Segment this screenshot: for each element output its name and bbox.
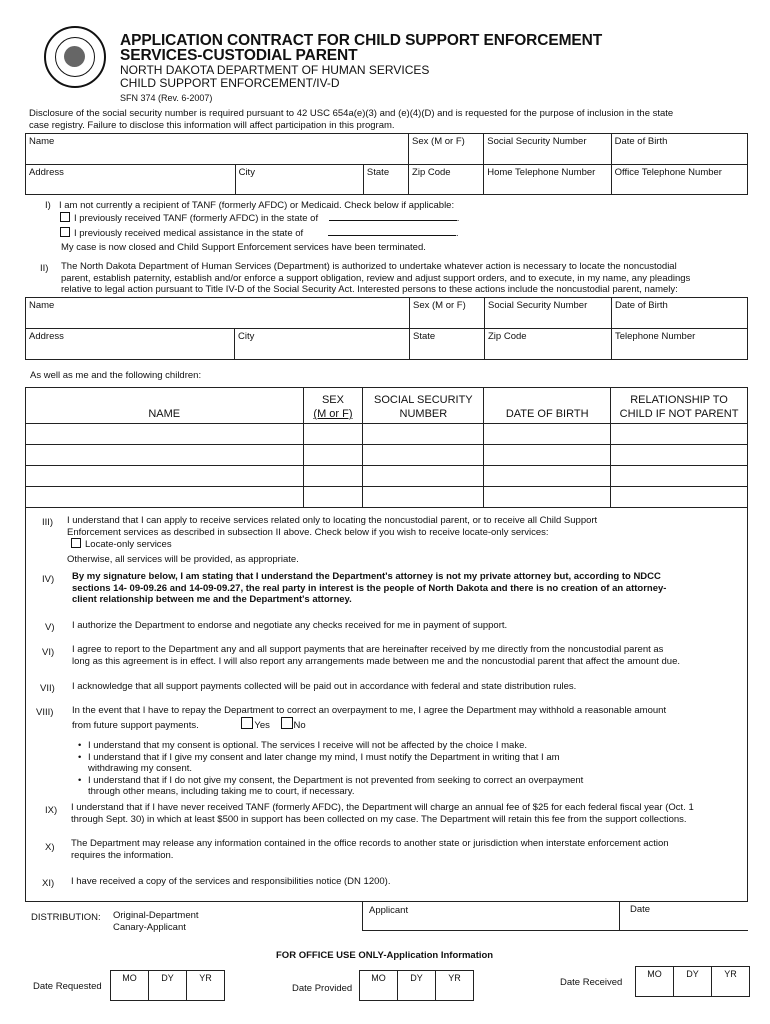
date-divider <box>619 901 620 931</box>
applicant-zip-field[interactable]: Zip Code <box>409 165 484 195</box>
section-9-number: IX) <box>45 805 58 816</box>
applicant-name-field[interactable]: Name <box>26 134 409 165</box>
tanf-option: I previously received TANF (formerly AFDC) in the state of . <box>60 212 459 225</box>
section-2-text: The North Dakota Department of Human Services (Department) is authorized to undertake whatever action is necessary to locate the noncustodial parent, establish paternity, establish and/or enforce a support obligation, review and adjust support orders, and to execute, in my name, any pleadings relative to legal action pursuant to Title IV-D of the Social Security Act. Interested persons to these actions include the noncustodial parent, namely: <box>61 261 691 295</box>
medical-state-input[interactable] <box>328 235 456 236</box>
signature-bottom-line <box>362 930 748 931</box>
section-4-number: IV) <box>42 574 55 585</box>
signature-date-field[interactable]: Date <box>630 904 651 915</box>
section-8-number: VIII) <box>36 707 54 718</box>
applicant-state-field[interactable]: State <box>363 165 408 195</box>
section-1-text: I am not currently a recipient of TANF (formerly AFDC) or Medicaid. Check below if applicable: <box>59 200 455 211</box>
ncp-ssn-field[interactable]: Social Security Number <box>485 298 612 329</box>
date-received-box[interactable]: MO DY YR <box>635 966 750 997</box>
title-line-1: APPLICATION CONTRACT FOR CHILD SUPPORT ENFORCEMENT <box>120 32 603 49</box>
applicant-address-field[interactable]: Address <box>26 165 236 195</box>
locate-only-checkbox[interactable] <box>71 538 81 548</box>
applicant-city-field[interactable]: City <box>235 165 363 195</box>
division-name: CHILD SUPPORT ENFORCEMENT/IV-D <box>120 76 340 90</box>
section-9-text: I understand that if I have never received TANF (formerly AFDC), the Department will charge an annual fee of $25 for each federal fiscal year (Oct. 1 through Sept. 30) in which at least $500 in support has been collected on my case. The Department will retain this fee from the support collections. <box>71 802 694 825</box>
state-seal-icon <box>44 26 106 88</box>
agency-block <box>120 64 429 90</box>
case-closed-text: My case is now closed and Child Support Enforcement services have been terminated. <box>61 242 426 253</box>
col-name-header: NAME <box>26 388 304 424</box>
date-provided-label: Date Provided <box>292 983 353 994</box>
ncp-phone-field[interactable]: Telephone Number <box>612 329 748 360</box>
section-4-text: By my signature below, I am stating that I understand the Department's attorney is not my private attorney but, according to NDCC sections 14- 09-09.26 and 14-09-09.27, the real party in interest is the people of North Dakota and there is no creation of an attorney- client relationship between me and the Department's attorney. <box>72 571 667 605</box>
section-1-number: I) <box>45 200 51 211</box>
date-received-label: Date Received <box>560 977 623 988</box>
applicant-dob-field[interactable]: Date of Birth <box>611 134 747 165</box>
section-7-text: I acknowledge that all support payments collected will be paid out in accordance with federal and state distribution rules. <box>72 681 577 692</box>
medical-checkbox[interactable] <box>60 227 70 237</box>
date-requested-box[interactable]: MO DY YR <box>110 970 225 1001</box>
ncp-sex-field[interactable]: Sex (M or F) <box>410 298 485 329</box>
signature-top-line <box>25 901 748 902</box>
tanf-checkbox[interactable] <box>60 212 70 222</box>
title-line-2: SERVICES-CUSTODIAL PARENT <box>120 47 358 64</box>
noncustodial-parent-table <box>25 297 748 360</box>
ncp-city-field[interactable]: City <box>235 329 410 360</box>
col-relationship-header: RELATIONSHIP TO CHILD IF NOT PARENT <box>611 388 748 424</box>
signature-divider <box>362 901 363 931</box>
overpayment-no-checkbox[interactable] <box>281 717 293 729</box>
applicant-home-phone-field[interactable]: Home Telephone Number <box>484 165 611 195</box>
children-intro: As well as me and the following children: <box>30 370 202 381</box>
ncp-address-field[interactable]: Address <box>26 329 235 360</box>
consent-bullets: • I understand that my consent is optional. The services I receive will not be affected by the choice I make. • I understand that if I give my consent and later change my mind, I must notify the Department in writing that I am withdrawing my consent. • I understand that if I do not give my consent, the Department is not prevented from seeking to correct an overpayment through other means, including taking me to court, if necessary. <box>78 740 584 797</box>
applicant-office-phone-field[interactable]: Office Telephone Number <box>611 165 747 195</box>
distribution-list: Original-Department Canary-Applicant <box>113 910 199 933</box>
child-row[interactable] <box>26 466 748 487</box>
col-dob-header: DATE OF BIRTH <box>484 388 611 424</box>
ncp-name-field[interactable]: Name <box>26 298 410 329</box>
office-use-title: FOR OFFICE USE ONLY-Application Information <box>276 950 494 961</box>
child-row[interactable] <box>26 487 748 508</box>
applicant-ssn-field[interactable]: Social Security Number <box>484 134 611 165</box>
section-10-number: X) <box>45 842 55 853</box>
applicant-signature-field[interactable]: Applicant <box>369 905 409 916</box>
section-5-number: V) <box>45 622 55 633</box>
col-ssn-header: SOCIAL SECURITY NUMBER <box>363 388 484 424</box>
section-10-text: The Department may release any information contained in the office records to another state or jurisdiction when interstate enforcement action requires the information. <box>71 838 669 861</box>
medical-option: I previously received medical assistance in the state of . <box>60 227 458 240</box>
section-3-text: I understand that I can apply to receive services related only to locating the noncustodial parent, or to receive all Child Support Enforcement services as described in subsection II above. Check below if you wish to receive locate-only services: Locate-only services Otherwise, all services will be provided, as appropriate. <box>67 515 598 565</box>
date-provided-box[interactable]: MO DY YR <box>359 970 474 1001</box>
applicant-info-table <box>25 133 748 195</box>
section-11-text: I have received a copy of the services and responsibilities notice (DN 1200). <box>71 876 391 887</box>
child-row[interactable] <box>26 445 748 466</box>
form-title <box>120 33 602 63</box>
section-2-number: II) <box>40 263 49 274</box>
section-5-text: I authorize the Department to endorse and negotiate any checks received for me in payment of support. <box>72 620 508 631</box>
child-row[interactable] <box>26 424 748 445</box>
ncp-dob-field[interactable]: Date of Birth <box>612 298 748 329</box>
section-6-number: VI) <box>42 647 55 658</box>
disclosure-notice: Disclosure of the social security number is required pursuant to 42 USC 654a(e)(3) and (e)(4)(D) and is requested for the purpose of inclusion in the state case registry. Failure to disclose this information will affect participation in this program. <box>29 108 674 131</box>
section-3-number: III) <box>42 517 54 528</box>
form-number: SFN 374 (Rev. 6-2007) <box>120 93 213 103</box>
ncp-zip-field[interactable]: Zip Code <box>485 329 612 360</box>
section-8-text: In the event that I have to repay the Department to correct an overpayment to me, I agree the Department may withhold a reasonable amount from future support payments. Yes No <box>72 705 667 731</box>
section-7-number: VII) <box>40 683 55 694</box>
ncp-state-field[interactable]: State <box>410 329 485 360</box>
col-sex-header: SEX (M or F) <box>303 388 363 424</box>
department-name: NORTH DAKOTA DEPARTMENT OF HUMAN SERVICES <box>120 63 430 77</box>
date-requested-label: Date Requested <box>33 981 102 992</box>
tanf-state-input[interactable] <box>329 220 457 221</box>
section-11-number: XI) <box>42 878 55 889</box>
applicant-sex-field[interactable]: Sex (M or F) <box>409 134 484 165</box>
children-table <box>25 387 748 508</box>
distribution-label: DISTRIBUTION: <box>31 912 101 923</box>
overpayment-yes-checkbox[interactable] <box>241 717 253 729</box>
section-6-text: I agree to report to the Department any and all support payments that are hereinafter received by me directly from the noncustodial parent as long as this agreement is in effect. I will also report any arrangements made between me and the noncustodial parent that affect the amount due. <box>72 644 681 667</box>
